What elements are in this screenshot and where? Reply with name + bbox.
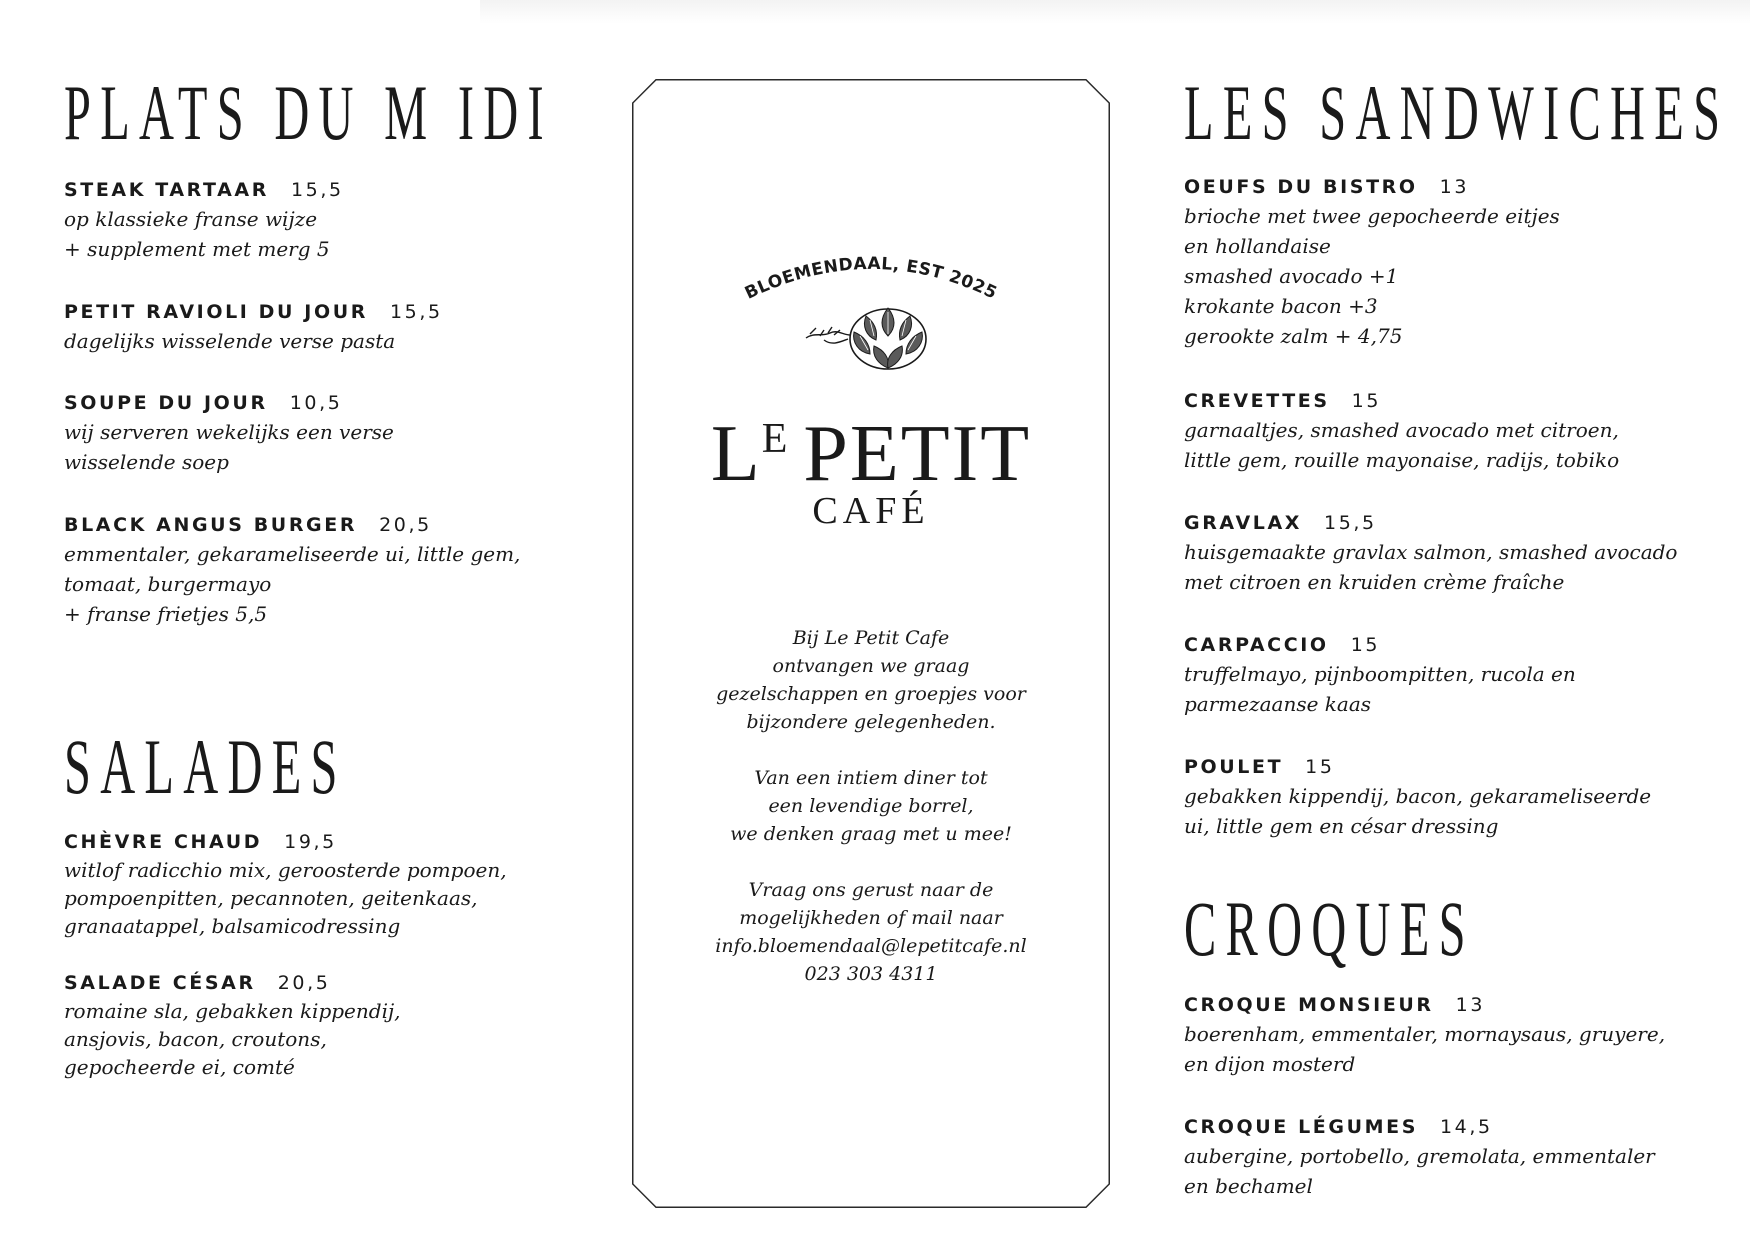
item-description: dagelijks wisselende verse pasta (64, 329, 396, 353)
item-name: CROQUE LÉGUMES (1184, 1116, 1418, 1138)
item-description: emmentaler, gekarameliseerde ui, little gem, tomaat, burgermayo + franse frietjes 5,5 (64, 542, 521, 626)
center-description (632, 624, 1110, 1016)
item-name: PETIT RAVIOLI DU JOUR (64, 301, 368, 323)
center-info-panel (632, 79, 1110, 1208)
item-price: 15,5 (1324, 512, 1377, 534)
item-description: aubergine, portobello, gremolata, emmentaler en bechamel (1184, 1144, 1655, 1198)
item-description: garnaaltjes, smashed avocado met citroen, little gem, rouille mayonaise, radijs, tobiko (1184, 418, 1620, 472)
item-name: CREVETTES (1184, 390, 1330, 412)
center-paragraph-intro: Bij Le Petit Cafe ontvangen we graag gezelschappen en groepjes voor bijzondere gelegenheden. (716, 627, 1026, 733)
section-title-croques: CROQUES (1184, 885, 1475, 972)
item-price: 19,5 (284, 831, 337, 853)
menu-item-black-angus-burger (64, 511, 520, 629)
svg-text:BLOEMENDAAL, EST 2025 (742, 254, 1000, 304)
menu-item-croque-legumes (1184, 1113, 1655, 1201)
item-description: brioche met twee gepocheerde eitjes en hollandaise smashed avocado +1 krokante bacon +3 gerookte zalm + 4,75 (1184, 204, 1560, 348)
logo-cafe: CAFÉ (812, 490, 930, 532)
item-description: truffelmayo, pijnboompitten, rucola en parmezaanse kaas (1184, 662, 1576, 716)
menu-item-salade-cesar (64, 969, 401, 1081)
item-description: op klassieke franse wijze + supplement met merg 5 (64, 207, 330, 261)
logo-petit: PETIT (803, 410, 1032, 498)
logo-le-first-letter: L (710, 410, 762, 498)
item-name: BLACK ANGUS BURGER (64, 514, 358, 536)
item-price: 20,5 (277, 972, 331, 994)
item-price: 15,5 (389, 301, 443, 323)
logo-le-petit (632, 397, 1110, 496)
item-description: wij serveren wekelijks een verse wisselende soep (64, 420, 394, 474)
item-price: 15 (1305, 756, 1335, 778)
item-description: romaine sla, gebakken kippendij, ansjovis, bacon, croutons, gepocheerde ei, comté (64, 999, 401, 1079)
item-description: gebakken kippendij, bacon, gekarameliseerde ui, little gem en césar dressing (1184, 784, 1652, 838)
item-description: huisgemaakte gravlax salmon, smashed avocado met citroen en kruiden crème fraîche (1184, 540, 1678, 594)
page-top-shadow (480, 0, 1750, 24)
item-name: OEUFS DU BISTRO (1184, 176, 1418, 198)
item-price: 15 (1351, 390, 1382, 412)
section-title-salades: SALADES (64, 723, 347, 810)
menu-item-petit-ravioli (64, 298, 443, 356)
item-name: CROQUE MONSIEUR (1184, 994, 1434, 1016)
item-name: SOUPE DU JOUR (64, 392, 268, 414)
center-paragraph-events: Van een intiem diner tot een levendige borrel, we denken graag met u mee! (730, 767, 1012, 845)
item-price: 13 (1455, 994, 1486, 1016)
menu-item-crevettes (1184, 387, 1619, 475)
menu-item-soupe-du-jour (64, 389, 394, 477)
item-price: 15 (1350, 634, 1381, 656)
menu-item-oeufs-du-bistro (1184, 173, 1560, 351)
item-description: witlof radicchio mix, geroosterde pompoen, pompoenpitten, pecannoten, geitenkaas, granaatappel, balsamicodressing (64, 858, 507, 938)
est-text: BLOEMENDAAL, EST 2025 (741, 253, 1001, 304)
section-title-les-sandwiches: LES SANDWICHES (1184, 69, 1730, 156)
artichoke-icon (804, 302, 938, 376)
item-description: boerenham, emmentaler, mornaysaus, gruyere, en dijon mosterd (1184, 1022, 1666, 1076)
item-name: CHÈVRE CHAUD (64, 831, 263, 853)
menu-item-poulet (1184, 753, 1651, 841)
item-name: SALADE CÉSAR (64, 972, 256, 994)
menu-item-carpaccio (1184, 631, 1576, 719)
item-name: CARPACCIO (1184, 634, 1329, 656)
center-paragraph-contact: Vraag ons gerust naar de mogelijkheden of mail naar info.bloemendaal@lepetitcafe.nl 023 303 4311 (715, 879, 1027, 985)
menu-item-gravlax (1184, 509, 1677, 597)
menu-item-croque-monsieur (1184, 991, 1665, 1079)
logo-le-second-letter: E (761, 416, 790, 462)
item-price: 14,5 (1439, 1116, 1493, 1138)
item-price: 15,5 (290, 179, 344, 201)
item-name: GRAVLAX (1184, 512, 1303, 534)
item-name: STEAK TARTAAR (64, 179, 269, 201)
item-price: 20,5 (379, 514, 432, 536)
item-name: POULET (1184, 756, 1284, 778)
section-title-plats-du-midi: PLATS DU M IDI (64, 69, 553, 156)
item-price: 13 (1439, 176, 1470, 198)
menu-item-steak-tartaar (64, 176, 344, 264)
est-arc-label (725, 239, 1017, 309)
menu-item-chevre-chaud (64, 828, 507, 940)
item-price: 10,5 (289, 392, 343, 414)
